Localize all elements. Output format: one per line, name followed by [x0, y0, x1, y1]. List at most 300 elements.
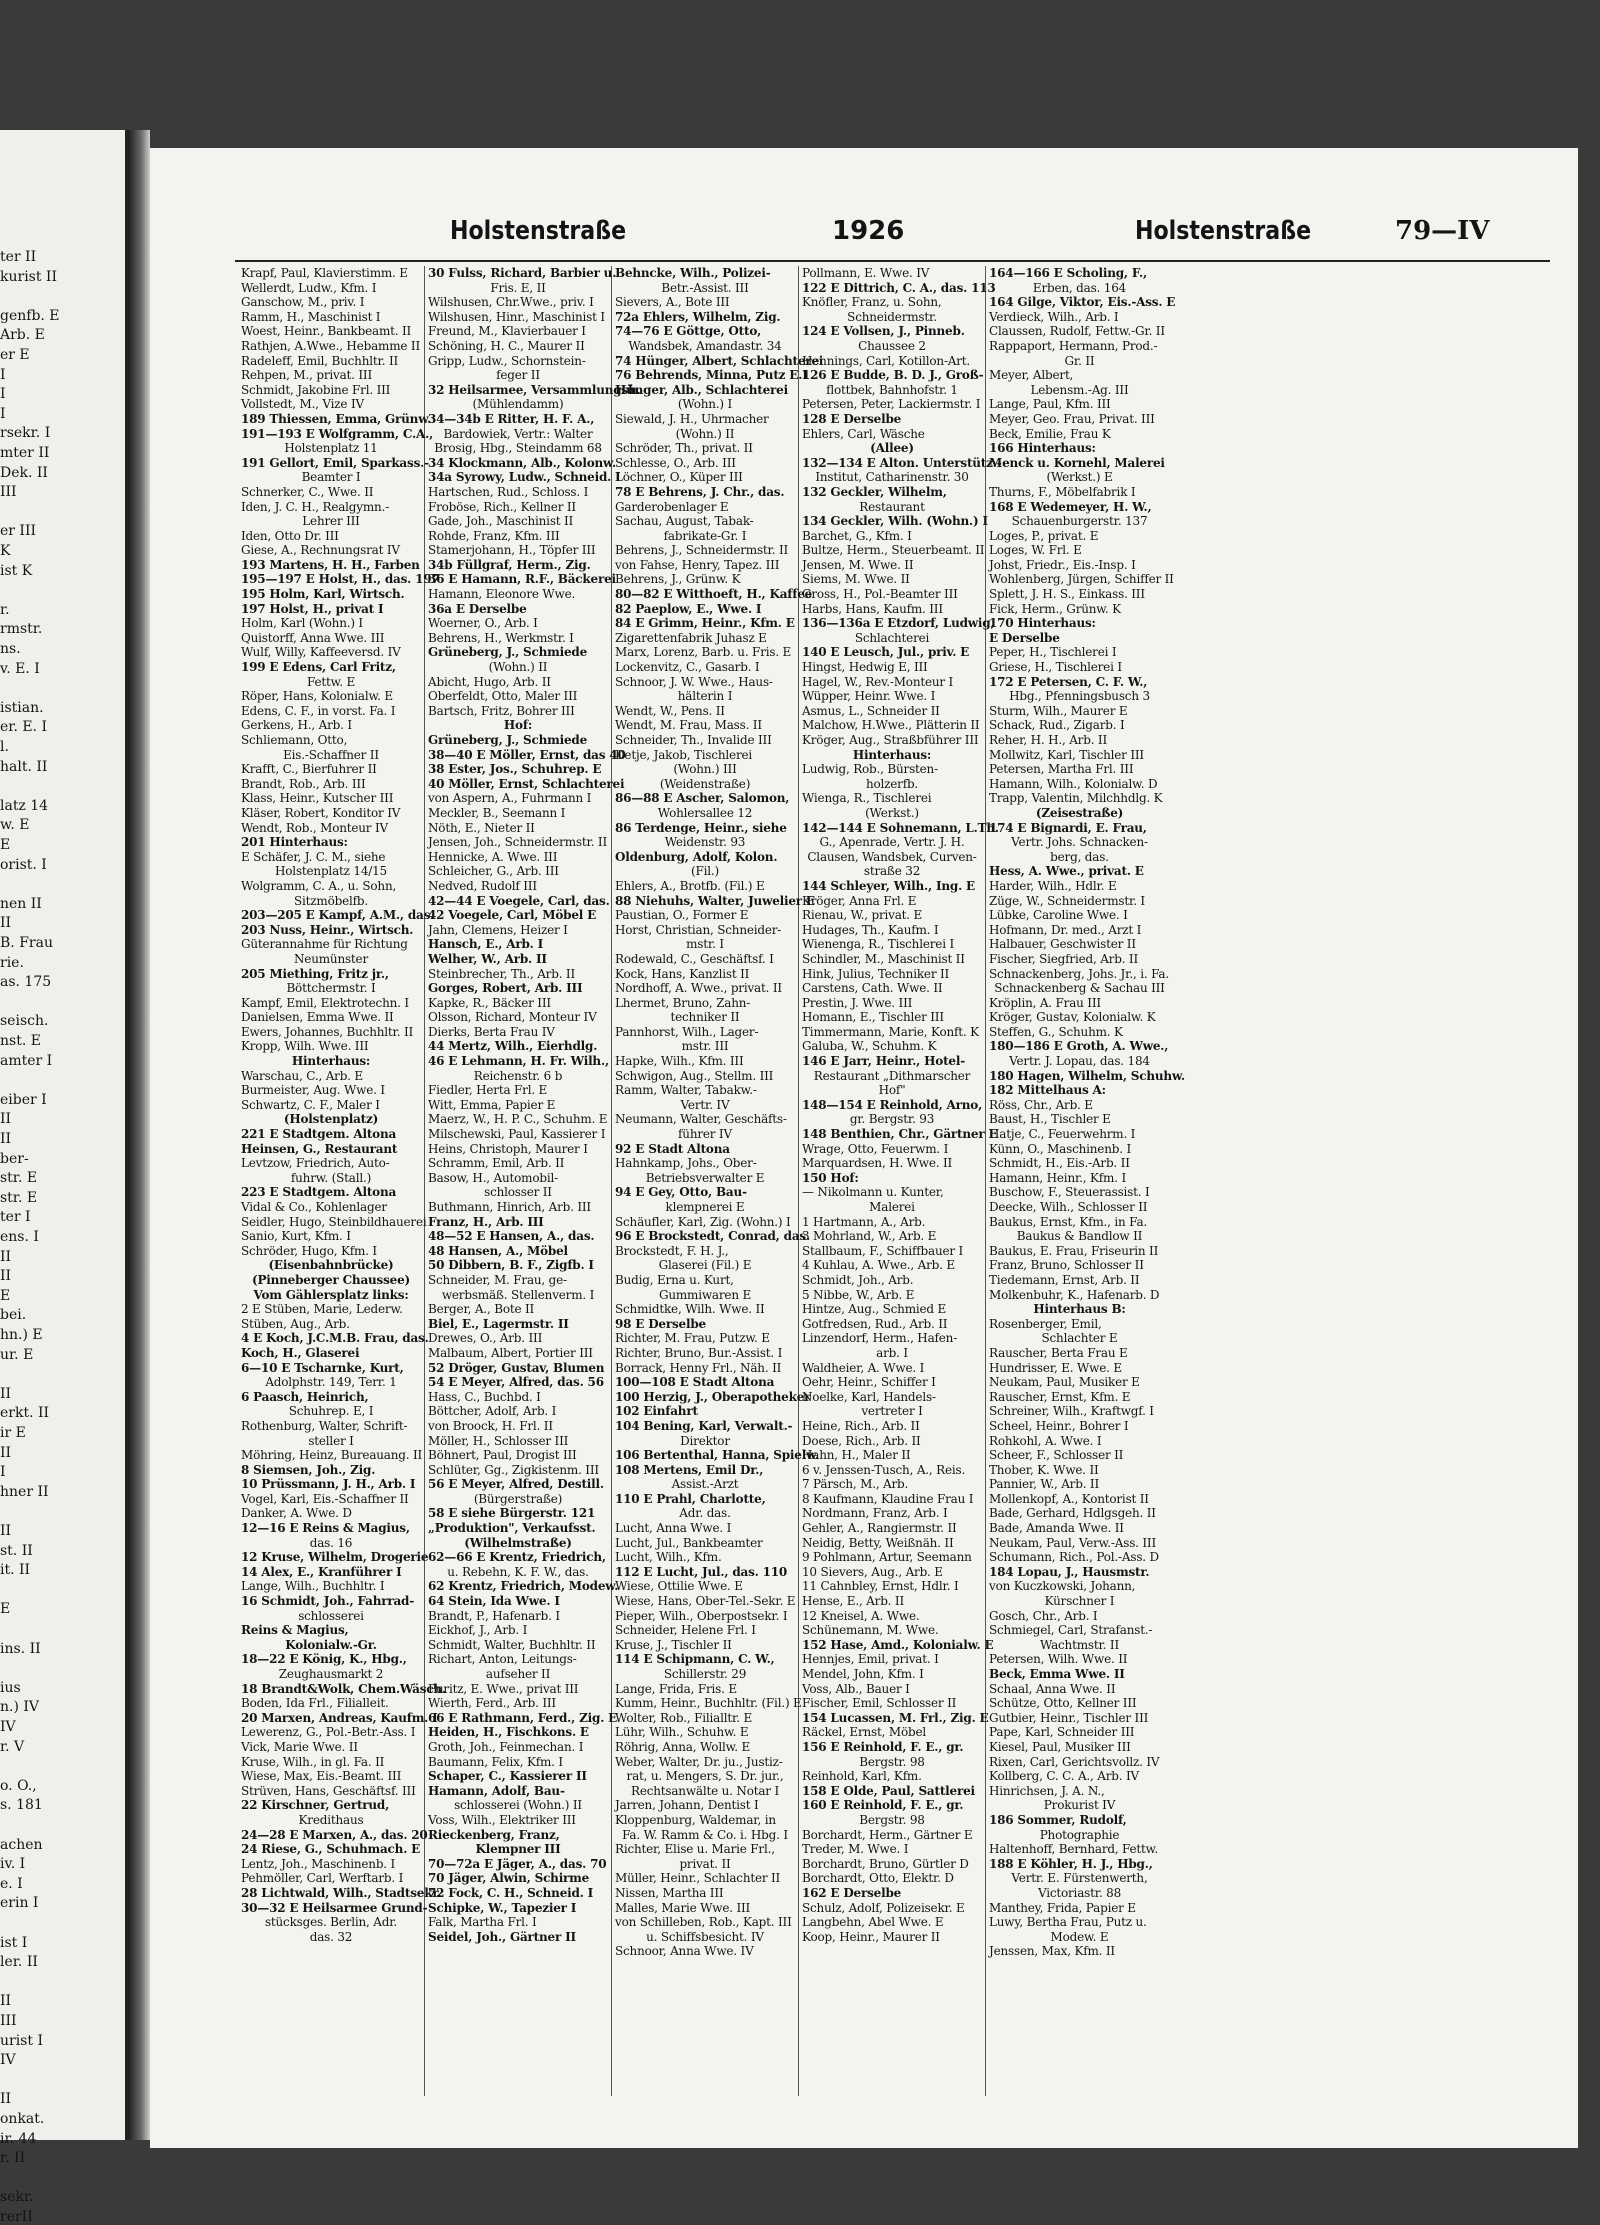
directory-entry: Milschewski, Paul, Kassierer I — [428, 1127, 606, 1142]
directory-entry: Marx, Lorenz, Barb. u. Fris. E — [615, 645, 792, 660]
previous-page-text: II — [0, 1111, 12, 1128]
directory-entry: 182 Mittelhaus A: — [989, 1083, 1106, 1098]
directory-entry: 11 Cahnbley, Ernst, Hdlr. I — [802, 1579, 959, 1594]
previous-page-text: I — [0, 366, 6, 383]
directory-entry: Basow, H., Automobil- — [428, 1170, 558, 1185]
directory-entry: 10 Prüssmann, J. H., Arb. I — [241, 1477, 416, 1492]
directory-entry: Steinbrecher, Th., Arb. II — [428, 966, 575, 981]
directory-entry: Beck, Emilie, Frau K — [989, 426, 1111, 441]
directory-entry: Hudages, Th., Kaufm. I — [802, 922, 939, 937]
directory-entry: Knöfler, Franz, u. Sohn, — [802, 295, 942, 310]
directory-columns — [238, 266, 1550, 2096]
directory-entry: 166 Hinterhaus: — [989, 441, 1096, 456]
directory-entry: Wüpper, Heinr. Wwe. I — [802, 689, 936, 704]
directory-entry: flottbek, Bahnhofstr. 1 — [826, 382, 958, 397]
previous-page-text: genfb. E — [0, 307, 60, 324]
directory-entry: Trapp, Valentin, Milchhdlg. K — [989, 791, 1163, 806]
directory-entry: Klass, Heinr., Kutscher III — [241, 791, 394, 806]
column-2 — [425, 266, 641, 2096]
directory-entry: 124 E Vollsen, J., Pinneb. — [802, 324, 965, 339]
directory-entry: Homann, E., Tischler III — [802, 1010, 944, 1025]
previous-page-text: II — [0, 1385, 12, 1402]
directory-entry: Wohlersallee 12 — [657, 805, 753, 820]
directory-entry: 174 E Bignardi, E. Frau, — [989, 820, 1147, 835]
previous-page-text: latz 14 — [0, 797, 49, 814]
directory-entry: Hof: — [503, 718, 533, 733]
directory-entry: Malbaum, Albert, Portier III — [428, 1345, 593, 1360]
directory-entry: Schröder, Hugo, Kfm. I — [241, 1243, 377, 1258]
directory-entry: Danielsen, Emma Wwe. II — [241, 1010, 394, 1025]
directory-entry: 30 Fulss, Richard, Barbier u. — [428, 266, 617, 280]
directory-entry: Thurns, F., Möbelfabrik I — [989, 484, 1136, 499]
directory-entry: Marquardsen, H. Wwe. II — [802, 1156, 953, 1171]
directory-entry: Heins, Christoph, Maurer I — [428, 1141, 588, 1156]
directory-entry: Chaussee 2 — [858, 338, 926, 353]
directory-entry: Brandt, Rob., Arb. III — [241, 776, 366, 791]
directory-entry: Harbs, Hans, Kaufm. III — [802, 601, 943, 616]
directory-entry: Meyer, Geo. Frau, Privat. III — [989, 411, 1155, 426]
directory-entry: 96 E Brockstedt, Conrad, das. — [615, 1229, 810, 1244]
previous-page-text: r. II — [0, 2150, 26, 2167]
directory-entry: Stamerjohann, H., Töpfer III — [428, 543, 596, 558]
directory-entry: Fischer, Siegfried, Arb. II — [989, 951, 1138, 966]
directory-entry: (Pinneberger Chaussee) — [251, 1272, 411, 1287]
directory-entry: Schuhrep. E, I — [288, 1404, 374, 1419]
directory-entry: Schmiegel, Carl, Strafanst.- — [989, 1623, 1153, 1638]
directory-entry: von Schilleben, Rob., Kapt. III — [615, 1915, 792, 1930]
previous-page-text: I — [0, 386, 6, 403]
directory-entry: „Produktion", Verkaufsst. — [428, 1521, 596, 1536]
directory-entry: 18—22 E König, K., Hbg., — [241, 1652, 407, 1667]
directory-entry: Rohkohl, A. Wwe. I — [989, 1433, 1102, 1448]
directory-entry: stücksges. Berlin, Adr. — [264, 1915, 398, 1930]
directory-entry: Rodewald, C., Geschäftsf. I — [615, 951, 774, 966]
directory-entry: Pieper, Wilh., Oberpostsekr. I — [615, 1608, 788, 1623]
directory-entry: 4 Kuhlau, A. Wwe., Arb. E — [802, 1258, 955, 1273]
directory-entry: Maerz, W., H. P. C., Schuhm. E — [428, 1112, 608, 1127]
directory-entry: Hass, C., Buchbd. I — [428, 1389, 541, 1404]
directory-entry: Doese, Rich., Arb. II — [802, 1433, 921, 1448]
directory-entry: Ewers, Johannes, Buchhltr. II — [241, 1024, 414, 1039]
directory-entry: Baukus, Ernst, Kfm., in Fa. — [989, 1214, 1148, 1229]
directory-entry: E Derselbe — [989, 630, 1060, 645]
directory-entry: Siewald, J. H., Uhrmacher — [615, 411, 769, 426]
previous-page-text: r. V — [0, 1738, 25, 1755]
previous-page-text: E — [0, 1601, 11, 1618]
previous-page-text: iv. I — [0, 1856, 26, 1873]
directory-entry: Schneider, Helene Frl. I — [615, 1623, 756, 1638]
directory-entry: Danker, A. Wwe. D — [241, 1506, 352, 1521]
directory-entry: schlosserei — [298, 1608, 364, 1623]
directory-entry: 42 Voegele, Carl, Möbel E — [428, 908, 597, 923]
directory-entry: Böttcher, Adolf, Arb. I — [428, 1404, 557, 1419]
directory-entry: Schlachter E — [1041, 1331, 1118, 1346]
directory-entry: Hense, E., Arb. II — [802, 1594, 904, 1609]
directory-entry: Treder, M. Wwe. I — [802, 1842, 909, 1857]
directory-entry: Schlachterei — [854, 630, 930, 645]
directory-entry: Wienga, R., Tischlerei — [802, 791, 932, 806]
directory-entry: 22 Kirschner, Gertrud, — [241, 1798, 390, 1813]
previous-page-text: II — [0, 2091, 12, 2108]
directory-entry: Fris. E, II — [490, 280, 546, 295]
directory-entry: Schneider, M. Frau, ge- — [428, 1272, 567, 1287]
directory-entry: Schnoor, J. W. Wwe., Haus- — [615, 674, 773, 689]
directory-entry: 195 Holm, Karl, Wirtsch. — [241, 587, 405, 602]
previous-page-text: II — [0, 1523, 12, 1539]
directory-entry: 132 Geckler, Wilhelm, — [802, 484, 947, 499]
directory-entry: Gerkens, H., Arb. I — [241, 718, 352, 733]
directory-entry: 191—193 E Wolfgramm, C.A., — [241, 426, 434, 441]
directory-entry: 36a E Derselbe — [428, 601, 527, 616]
directory-entry: Weber, Walter, Dr. ju., Justiz- — [615, 1754, 783, 1769]
previous-page-text: B. Frau — [0, 935, 53, 951]
directory-entry: Lewerenz, G., Pol.-Betr.-Ass. I — [241, 1725, 416, 1740]
directory-entry: Iden, J. C. H., Realgymn.- — [241, 499, 390, 514]
previous-page-text: it. II — [0, 1562, 31, 1579]
directory-entry: Vogel, Karl, Eis.-Schaffner II — [241, 1491, 409, 1506]
directory-entry: Meckler, B., Seemann I — [428, 805, 566, 820]
directory-entry: Möller, H., Schlosser III — [428, 1433, 569, 1448]
column-1 — [238, 266, 446, 2096]
directory-entry: rat, u. Mengers, S. Dr. jur., — [626, 1769, 784, 1784]
previous-page-text: ber- — [0, 1150, 29, 1167]
directory-entry: privat. II — [679, 1856, 731, 1871]
directory-entry: Behrens, J., Schneidermstr. II — [615, 543, 789, 558]
previous-page-text: v. E. I — [0, 660, 40, 677]
previous-page-text: I — [0, 1464, 6, 1481]
directory-entry: Neukam, Paul, Verw.-Ass. III — [989, 1535, 1156, 1550]
directory-entry: Holstenplatz 14/15 — [275, 864, 387, 879]
directory-entry: 34 Klockmann, Alb., Kolonw. — [428, 455, 616, 470]
directory-entry: Gosch, Chr., Arb. I — [989, 1608, 1098, 1623]
directory-entry: Waldheier, A. Wwe. I — [802, 1360, 925, 1375]
directory-entry: Freund, M., Klavierbauer I — [428, 324, 586, 339]
directory-entry: 180 Hagen, Wilhelm, Schuhw. — [989, 1068, 1185, 1083]
directory-entry: Löchner, O., Küper III — [615, 470, 743, 485]
directory-entry: 70 Jäger, Alwin, Schirme — [428, 1871, 590, 1886]
directory-entry: 205 Miething, Fritz jr., — [241, 966, 389, 981]
directory-entry: Heine, Rich., Arb. II — [802, 1418, 920, 1433]
previous-page-text: w. E — [0, 817, 30, 834]
directory-entry: Lockenvitz, C., Gasarb. I — [615, 660, 760, 675]
directory-entry: Prestin, J. Wwe. III — [802, 995, 913, 1010]
directory-entry: Gr. II — [1064, 353, 1095, 368]
directory-entry: Clausen, Wandsbek, Curven- — [807, 849, 977, 864]
directory-entry: Wrage, Otto, Feuerwm. I — [802, 1141, 949, 1156]
directory-entry: 80—82 E Witthoeft, H., Kaffee — [615, 587, 813, 602]
directory-entry: Borchardt, Bruno, Gürtler D — [802, 1856, 969, 1871]
directory-entry: Buthmann, Hinrich, Arb. III — [428, 1200, 591, 1214]
directory-entry: 2 E Stüben, Marie, Lederw. — [241, 1302, 403, 1317]
previous-page-text: II — [0, 1444, 12, 1461]
directory-entry: Asmus, L., Schneider II — [802, 703, 940, 718]
directory-entry: Biel, E., Lagermstr. II — [428, 1316, 569, 1331]
previous-page-text: erkt. II — [0, 1405, 50, 1422]
directory-entry: Budig, Erna u. Kurt, — [615, 1272, 734, 1287]
directory-entry: — Nikolmann u. Kunter, — [802, 1185, 944, 1200]
directory-entry: 56 E Meyer, Alfred, Destill. — [428, 1477, 604, 1492]
directory-entry: Jahn, Clemens, Heizer I — [428, 922, 568, 937]
directory-entry: Vertr. J. Lopau, das. 184 — [1009, 1054, 1150, 1069]
directory-entry: Beamter I — [301, 470, 361, 485]
previous-page-text: rmstr. — [0, 621, 43, 638]
directory-entry: Langbehn, Abel Wwe. E — [802, 1915, 944, 1930]
directory-entry: 84 E Grimm, Heinr., Kfm. E — [615, 616, 795, 631]
directory-entry: fuhrw. (Stall.) — [290, 1170, 372, 1185]
directory-entry: Künn, O., Maschinenb. I — [989, 1141, 1131, 1156]
directory-entry: Oberfeldt, Otto, Maler III — [428, 689, 578, 704]
directory-entry: Wellerdt, Ludw., Kfm. I — [241, 280, 377, 295]
directory-entry: Richart, Anton, Leitungs- — [428, 1652, 577, 1667]
directory-entry: Ehlers, A., Brotfb. (Fil.) E — [615, 878, 765, 893]
directory-entry: Restaurant — [859, 499, 925, 514]
directory-entry: 140 E Leusch, Jul., priv. E — [802, 645, 970, 660]
directory-entry: von Fahse, Henry, Tapez. III — [615, 557, 780, 572]
directory-entry: 86—88 E Ascher, Salomon, — [615, 791, 790, 806]
directory-entry: Gross, H., Pol.-Beamter III — [802, 587, 958, 602]
directory-entry: 132—134 E Alton. Unterstütz.- — [802, 455, 1002, 470]
directory-entry: Meyer, Albert, — [989, 368, 1074, 383]
directory-entry: Grüneberg, J., Schmiede — [428, 645, 588, 660]
directory-entry: 44 Mertz, Wilh., Eierhdlg. — [428, 1039, 598, 1054]
directory-entry: Röper, Hans, Kolonialw. E — [241, 689, 393, 704]
directory-entry: Woerner, O., Arb. I — [428, 616, 538, 631]
directory-entry: von Kuczkowski, Johann, — [989, 1579, 1136, 1594]
directory-entry: Fischer, Emil, Schlosser II — [802, 1696, 957, 1711]
directory-entry: 3 Mohrland, W., Arb. E — [802, 1229, 937, 1244]
directory-entry: Neumann, Walter, Geschäfts- — [615, 1112, 787, 1127]
directory-entry: Wilshusen, Chr.Wwe., priv. I — [428, 295, 594, 310]
directory-entry: Schnoor, Anna Wwe. IV — [615, 1944, 754, 1959]
directory-entry: Hartschen, Rud., Schloss. I — [428, 484, 589, 499]
directory-entry: Victoriastr. 88 — [1037, 1885, 1122, 1900]
directory-entry: Abicht, Hugo, Arb. II — [428, 674, 551, 689]
directory-entry: Lentz, Joh., Maschinenb. I — [241, 1856, 396, 1871]
directory-entry: Hahnkamp, Johs., Ober- — [615, 1156, 757, 1171]
directory-entry: Betr.-Assist. III — [661, 280, 749, 295]
directory-entry: Schaper, C., Kassierer II — [428, 1769, 587, 1784]
directory-entry: techniker II — [670, 1010, 740, 1025]
directory-entry: das. 32 — [309, 1929, 353, 1944]
directory-entry: Bartsch, Fritz, Bohrer III — [428, 703, 575, 718]
directory-entry: (Wohn.) II — [488, 660, 548, 675]
directory-entry: Photographie — [1039, 1827, 1120, 1842]
directory-entry: Direktor — [680, 1433, 730, 1448]
directory-entry: Schramm, Emil, Arb. II — [428, 1156, 565, 1171]
directory-entry: Kollberg, C. C. A., Arb. IV — [989, 1769, 1139, 1784]
directory-entry: Schnackenberg, Johs. Jr., i. Fa. — [989, 966, 1169, 981]
previous-page-text: onkat. — [0, 2111, 45, 2127]
directory-entry: (Wohn.) III — [673, 762, 737, 777]
directory-entry: Hundrisser, E. Wwe. E — [989, 1360, 1122, 1375]
directory-entry: Menck u. Kornehl, Malerei — [989, 455, 1165, 470]
directory-entry: Lebensm.-Ag. III — [1030, 382, 1129, 397]
directory-entry: Johst, Friedr., Eis.-Insp. I — [989, 557, 1136, 572]
directory-entry: Hinrichsen, J. A. N., — [989, 1783, 1105, 1798]
directory-entry: holzerfb. — [865, 776, 919, 791]
previous-page-text: E — [0, 837, 11, 853]
directory-entry: 108 Mertens, Emil Dr., — [615, 1462, 764, 1477]
directory-entry: Holstenplatz 11 — [284, 441, 378, 456]
directory-entry: Ganschow, M., priv. I — [241, 295, 365, 310]
directory-entry: Behrens, J., Grünw. K — [615, 572, 741, 587]
directory-entry: Baukus, E. Frau, Friseurin II — [989, 1243, 1159, 1258]
directory-entry: Schack, Rud., Zigarb. I — [989, 718, 1125, 733]
directory-entry: Lange, Paul, Kfm. III — [989, 397, 1111, 412]
directory-entry: 148 Benthien, Chr., Gärtner E — [802, 1127, 998, 1142]
directory-entry: Nordhoff, A. Wwe., privat. II — [615, 981, 782, 996]
column-4 — [799, 266, 1002, 2096]
directory-entry: Wulf, Willy, Kaffeeversd. IV — [241, 645, 401, 660]
directory-entry: Schwartz, C. F., Maler I — [241, 1097, 380, 1112]
directory-entry: 203 Nuss, Heinr., Wirtsch. — [241, 922, 414, 937]
page-number: 79—IV — [1395, 216, 1490, 246]
directory-entry: Gehler, A., Rangiermstr. II — [802, 1521, 957, 1536]
directory-entry: 156 E Reinhold, F. E., gr. — [802, 1739, 964, 1754]
directory-entry: Wendt, Rob., Monteur IV — [241, 820, 388, 835]
directory-entry: Hamann, Eleonore Wwe. — [428, 587, 576, 602]
directory-entry: (Bürgerstraße) — [473, 1491, 563, 1506]
directory-entry: Kläser, Robert, Konditor IV — [241, 805, 401, 820]
directory-entry: Hintze, Aug., Schmied E — [802, 1302, 947, 1317]
directory-entry: Drewes, O., Arb. III — [428, 1331, 543, 1346]
directory-entry: Hinterhaus: — [852, 747, 932, 762]
directory-entry: Kolonialw.-Gr. — [285, 1637, 377, 1652]
previous-page-text: nen II — [0, 895, 42, 912]
directory-entry: Grüneberg, J., Schmiede — [428, 733, 588, 747]
directory-entry: Wierth, Ferd., Arb. III — [428, 1696, 556, 1711]
directory-entry: 6—10 E Tscharnke, Kurt, — [241, 1360, 404, 1375]
directory-entry: Kropp, Wilh. Wwe. III — [241, 1039, 369, 1054]
directory-entry: Rathjen, A.Wwe., Hebamme II — [241, 338, 420, 353]
directory-entry: 88 Niehuhs, Walter, Juwelier E — [615, 893, 815, 908]
directory-entry: Nedved, Rudolf III — [428, 878, 537, 893]
directory-entry: 18 Brandt&Wolk, Chem.Wäsch. — [241, 1681, 446, 1696]
directory-entry: Kumm, Heinr., Buchhltr. (Fil.) E — [615, 1696, 802, 1711]
directory-entry: Hinterhaus B: — [1033, 1302, 1126, 1317]
directory-entry: 152 Hase, Amd., Kolonialw. E — [802, 1637, 994, 1652]
directory-entry: Bergstr. 98 — [859, 1812, 925, 1827]
directory-entry: Halbauer, Geschwister II — [989, 937, 1136, 952]
directory-entry: 98 E Derselbe — [615, 1316, 706, 1331]
directory-entry: 70—72a E Jäger, A., das. 70 — [428, 1856, 607, 1871]
directory-entry: Lange, Wilh., Buchhltr. I — [241, 1579, 385, 1594]
directory-entry: Eickhof, J., Arb. I — [428, 1623, 528, 1638]
directory-entry: klempnerei E — [665, 1200, 745, 1214]
previous-page-text: st. II — [0, 1542, 33, 1559]
directory-entry: 136—136a E Etzdorf, Ludwig, — [802, 616, 995, 631]
previous-page-text: II — [0, 1268, 12, 1285]
previous-page-text: ins. II — [0, 1640, 41, 1657]
directory-entry: Schumann, Rich., Pol.-Ass. D — [989, 1550, 1159, 1565]
directory-entry: Ludwig, Rob., Bürsten- — [802, 762, 938, 777]
directory-entry: Dierks, Berta Frau IV — [428, 1024, 555, 1039]
previous-page-text: Arb. E — [0, 327, 45, 344]
directory-entry: Siems, M. Wwe. II — [802, 572, 910, 587]
directory-entry: Wienenga, R., Tischlerei I — [802, 937, 954, 952]
directory-entry: Hess, A. Wwe., privat. E — [989, 864, 1144, 879]
book-gutter — [128, 130, 150, 2140]
directory-entry: Rienau, W., privat. E — [802, 908, 923, 923]
directory-entry: Rothenburg, Walter, Schrift- — [241, 1418, 408, 1433]
directory-entry: Schmidt, H., Eis.-Arb. II — [989, 1156, 1130, 1171]
previous-page-text: er III — [0, 523, 37, 540]
previous-page-text: as. 175 — [0, 974, 52, 991]
directory-entry: 201 Hinterhaus: — [241, 835, 348, 850]
directory-entry: 5 Nibbe, W., Arb. E — [802, 1287, 915, 1302]
directory-entry: 50 Dibbern, B. F., Zigfb. I — [428, 1258, 594, 1273]
previous-page-text: str. E — [0, 1189, 38, 1206]
previous-page-text: n.) IV — [0, 1699, 40, 1716]
directory-entry: Thober, K. Wwe. II — [989, 1462, 1099, 1477]
directory-entry: Brosig, Hbg., Steindamm 68 — [434, 441, 602, 456]
directory-entry: Luwy, Bertha Frau, Putz u. — [989, 1915, 1147, 1930]
directory-entry: Scheer, F., Schlosser II — [989, 1448, 1124, 1463]
directory-entry: Wiese, Max, Eis.-Beamt. III — [241, 1769, 402, 1784]
directory-entry: Detje, Jakob, Tischlerei — [615, 747, 753, 762]
directory-entry: aufseher II — [485, 1667, 551, 1681]
directory-entry: Röhrig, Anna, Wollw. E — [615, 1739, 751, 1754]
directory-entry: mstr. III — [681, 1039, 729, 1054]
directory-entry: Vidal & Co., Kohlenlager — [241, 1200, 387, 1214]
directory-entry: Voss, Wilh., Elektriker III — [428, 1812, 576, 1827]
directory-entry: Warschau, C., Arb. E — [241, 1068, 363, 1083]
directory-entry: 34—34b E Ritter, H. F. A., — [428, 411, 595, 426]
directory-entry: Beck, Emma Wwe. II — [989, 1667, 1125, 1681]
directory-entry: Vom Gählersplatz links: — [253, 1287, 409, 1302]
directory-entry: Nordmann, Franz, Arb. I — [802, 1506, 948, 1521]
directory-entry: 12 Kneisel, A. Wwe. — [802, 1608, 920, 1623]
directory-entry: Jarren, Johann, Dentist I — [615, 1798, 759, 1813]
directory-entry: arb. I — [876, 1345, 908, 1360]
directory-entry: Pehmöller, Carl, Werftarb. I — [241, 1871, 404, 1886]
directory-entry: Tiedemann, Ernst, Arb. II — [989, 1272, 1140, 1287]
directory-entry: Krafft, C., Bierfuhrer II — [241, 762, 377, 777]
directory-entry: Sanio, Kurt, Kfm. I — [241, 1229, 351, 1244]
directory-entry: Modew. E — [1050, 1929, 1109, 1944]
directory-entry: Iden, Otto Dr. III — [241, 528, 339, 543]
directory-entry: werbsmäß. Stellenverm. I — [441, 1287, 595, 1302]
directory-entry: Stüben, Aug., Arb. — [241, 1316, 350, 1331]
directory-entry: Institut, Catharinenstr. 30 — [815, 470, 969, 485]
previous-page-text: er. E. I — [0, 719, 47, 736]
directory-entry: Rieckenberg, Franz, — [428, 1827, 560, 1842]
directory-entry: 62 Krentz, Friedrich, Modew. — [428, 1579, 619, 1594]
directory-page — [150, 148, 1578, 2148]
directory-entry: (Wohn.) I — [677, 397, 733, 412]
directory-entry: Schöning, H. C., Maurer II — [428, 338, 585, 353]
directory-entry: Wolgramm, C. A., u. Sohn, — [241, 878, 397, 893]
directory-entry: Deecke, Wilh., Schlosser II — [989, 1200, 1148, 1214]
directory-entry: Wiese, Hans, Ober-Tel.-Sekr. E — [615, 1594, 796, 1609]
directory-entry: Sitzmöbelfb. — [294, 893, 368, 908]
directory-entry: Schulz, Adolf, Polizeisekr. E — [802, 1900, 965, 1915]
previous-page-text: ler. II — [0, 1954, 38, 1971]
directory-entry: 197 Holst, H., privat I — [241, 601, 384, 616]
directory-entry: 82 Paeplow, E., Wwe. I — [615, 601, 762, 616]
directory-entry: Pollmann, E. Wwe. IV — [802, 266, 930, 280]
directory-entry: Koch, H., Glaserei — [241, 1345, 360, 1360]
directory-entry: (Zeisestraße) — [1035, 805, 1124, 820]
directory-entry: Vertr. Johs. Schnacken- — [1011, 835, 1148, 850]
previous-page-text: III — [0, 484, 17, 501]
directory-entry: Woest, Heinr., Bankbeamt. II — [241, 324, 412, 339]
directory-entry: Peper, H., Tischlerei I — [989, 645, 1117, 660]
directory-entry: Seidel, Joh., Gärtner II — [428, 1929, 576, 1944]
previous-page-text: ist K — [0, 562, 33, 579]
directory-entry: 12 Kruse, Wilhelm, Drogerie — [241, 1550, 429, 1565]
directory-entry: 164—166 E Scholing, F., — [989, 266, 1147, 280]
